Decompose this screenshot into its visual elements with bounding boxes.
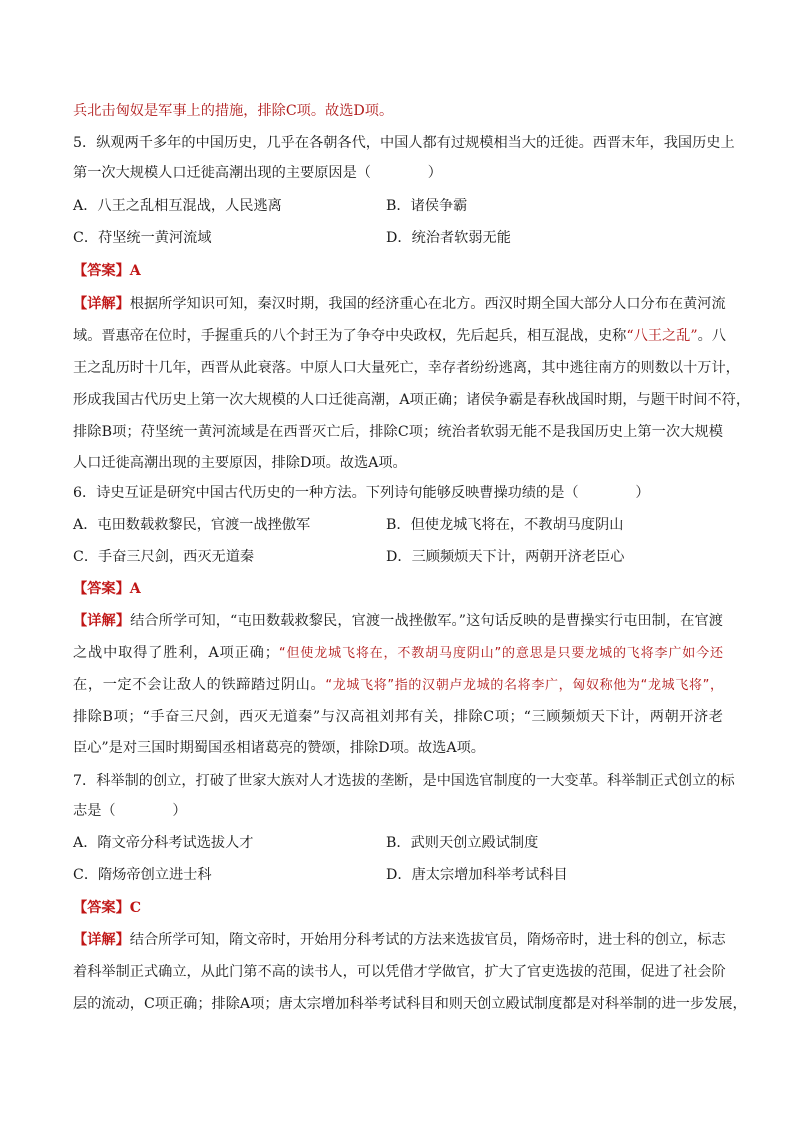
q5-option-b: B．诸侯争霸 — [386, 198, 468, 214]
q6-detail-line-1 — [73, 611, 723, 631]
q5-stem-line-2: 第一次大规模人口迁徙高潮出现的主要原因是（ ） — [73, 165, 442, 181]
q5-option-c: C．苻坚统一黄河流域 — [73, 230, 212, 246]
q6-detail-line-4: 排除B项；“手奋三尺剑，西灭无道秦”与汉高祖刘邦有关，排除C项；“三顾频烦天下计，两朝开济老 — [73, 709, 723, 725]
q6-detail-text-1: 结合所学可知，“屯田数载救黎民，官渡一战挫傲军。”这句话反映的是曹操实行屯田制，在官渡 — [130, 613, 723, 629]
q7-detail-tag: 【详解】 — [73, 932, 130, 948]
q6-detail-tag: 【详解】 — [73, 613, 131, 629]
q6-option-b: B．但使龙城飞将在，不教胡马度阴山 — [386, 517, 624, 533]
q6-detail-line-3 — [73, 675, 723, 696]
q6-detail-quote-3: “龙城飞将”指的汉朝卢龙城的名将李广，匈奴称他为“龙城飞将”， — [325, 678, 723, 693]
q5-detail-line-2 — [73, 326, 726, 346]
q6-detail-line-2 — [73, 643, 723, 664]
q5-detail-text-1: 根据所学知识可知，秦汉时期，我国的经济重心在北方。西汉时期全国大部分人口分布在黄河流 — [129, 296, 726, 312]
q5-answer-value: A — [129, 263, 141, 279]
q7-answer-value: C — [129, 900, 142, 916]
previous-detail-tail: 兵北击匈奴是军事上的措施，排除C项。故选D项。 — [73, 103, 394, 119]
q7-option-c: C．隋炀帝创立进士科 — [73, 867, 212, 883]
q6-answer-tag: 【答案】 — [73, 581, 130, 597]
q5-answer-tag: 【答案】 — [73, 263, 130, 279]
q6-option-a: A．屯田数载救黎民，官渡一战挫傲军 — [73, 517, 311, 533]
q5-detail-quote: “八王之乱” — [626, 328, 698, 344]
q6-detail-text-2a: 之战中取得了胜利，A项正确； — [73, 645, 279, 661]
q6-option-c: C．手奋三尺剑，西灭无道秦 — [73, 549, 255, 565]
q7-stem-line-1: 7．科举制的创立，打破了世家大族对人才选拔的垄断，是中国选官制度的一大变革。科举制正式创立的标 — [73, 773, 735, 789]
q7-detail-line-2: 着科举制正式确立，从此门第不高的读书人，可以凭借才学做官，扩大了官吏选拔的范围，促进了社会阶 — [73, 964, 726, 980]
q7-detail-text-1: 结合所学可知，隋文帝时，开始用分科考试的方法来选拔官员，隋炀帝时，进士科的创立，标志 — [129, 932, 726, 948]
q6-option-d: D．三顾频烦天下计，两朝开济老臣心 — [386, 549, 625, 565]
q6-answer — [73, 579, 141, 599]
q6-detail-line-5: 臣心”是对三国时期蜀国丞相诸葛亮的赞颂，排除D项。故选A项。 — [73, 740, 485, 756]
q7-option-b: B．武则天创立殿试制度 — [386, 835, 539, 851]
q5-detail-line-6: 人口迁徙高潮出现的主要原因，排除D项。故选A项。 — [73, 455, 407, 471]
q5-detail-line-4: 形成我国古代历史上第一次大规模的人口迁徙高潮，A项正确；诸侯争霸是春秋战国时期，与题干时间不符， — [73, 392, 751, 408]
q5-detail-line-3: 王之乱历时十几年，西晋从此衰落。中原人口大量死亡，幸存者纷纷逃离，其中逃往南方的则数以十万计， — [73, 360, 740, 376]
q5-detail-line-1 — [73, 294, 726, 314]
q7-detail-line-3: 层的流动，C项正确；排除A项；唐太宗增加科举考试科目和则天创立殿试制度都是对科举制的进一步发展， — [73, 996, 747, 1012]
q7-answer-tag: 【答案】 — [73, 900, 130, 916]
q6-stem-line-1: 6．诗史互证是研究中国古代历史的一种方法。下列诗句能够反映曹操功绩的是（ ） — [73, 485, 650, 501]
q7-option-a: A．隋文帝分科考试选拔人才 — [73, 835, 254, 851]
q5-answer — [73, 261, 141, 281]
q5-detail-tag: 【详解】 — [73, 296, 130, 312]
q5-option-d: D．统治者软弱无能 — [386, 230, 511, 246]
q7-answer — [73, 898, 141, 918]
q5-detail-text-2a: 域。晋惠帝在位时，手握重兵的八个封王为了争夺中央政权，先后起兵，相互混战，史称 — [73, 328, 627, 344]
q7-stem-line-2: 志是（ ） — [73, 803, 187, 819]
q5-detail-text-2b: 。八 — [697, 328, 726, 344]
q6-detail-quote-2: “但使龙城飞将在，不教胡马度阴山”的意思是只要龙城的飞将李广如今还 — [278, 646, 723, 661]
q6-detail-text-3a: 在，一定不会让敌人的铁蹄踏过阴山。 — [73, 677, 326, 693]
q5-detail-line-5: 排除B项；苻坚统一黄河流域是在西晋灭亡后，排除C项；统治者软弱无能不是我国历史上第一次大规模 — [73, 424, 723, 440]
q5-option-a: A．八王之乱相互混战，人民逃离 — [73, 198, 282, 214]
q5-stem-line-1: 5．纵观两千多年的中国历史，几乎在各朝各代，中国人都有过规模相当大的迁徙。西晋末年，我国历史上 — [73, 135, 735, 151]
q6-answer-value: A — [129, 581, 141, 597]
q7-detail-line-1 — [73, 930, 726, 950]
q7-option-d: D．唐太宗增加科举考试科目 — [386, 867, 568, 883]
